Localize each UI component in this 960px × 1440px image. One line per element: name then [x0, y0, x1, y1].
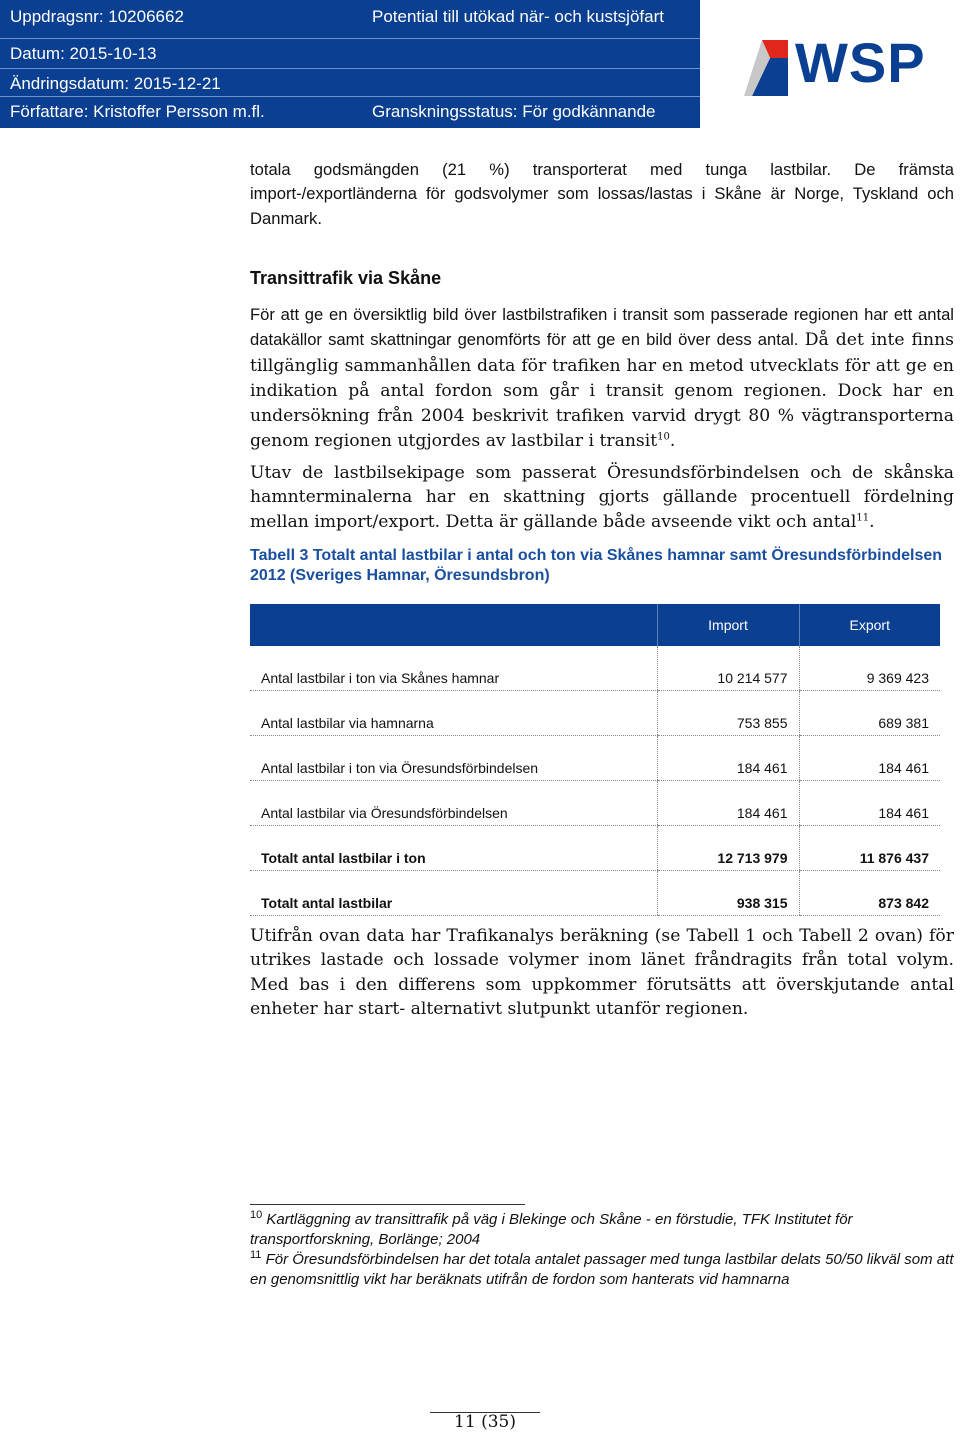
header-divider — [0, 96, 700, 97]
footnote-text: För Öresundsförbindelsen har det totala antalet passager med tunga lastbilar delats 50/50 likväl som att en genomsnittlig vikt har beräknats utifrån de fordon som hanterats vid hamnarna — [250, 1251, 954, 1288]
footnote-text: Kartläggning av transittrafik på väg i Blekinge och Skåne - en förstudie, TFK Institutet för transportforskning, Borlänge; 2004 — [250, 1211, 853, 1248]
table-header-export: Export — [799, 604, 940, 646]
row-import: 938 315 — [657, 871, 799, 916]
truck-traffic-table — [250, 604, 940, 916]
transit-paragraph: För att ge en översiktlig bild över lastbilstrafiken i transit som passerade regionen har ett antal datakällor samt skattningar genomförts för att ge en bild över dess antal. Då det inte finns tillgänglig sammanhållen data för trafiken har en metod utvecklats för att ge en indikation på antal fordon som går i transit genom regionen. Dock har en undersökning från 2004 beskrivit trafiken varvid drygt 80 % vägtransporterna genom regionen utgjordes av lastbilar i transit$^{10}$. — [250, 305, 954, 452]
row-import: 10 214 577 — [657, 646, 799, 691]
footnote-number: 10 — [250, 1209, 263, 1221]
table-row — [250, 781, 940, 826]
row-export: 873 842 — [799, 871, 940, 916]
row-export: 689 381 — [799, 691, 940, 736]
row-label: Antal lastbilar i ton via Skånes hamnar — [250, 646, 657, 691]
conclusion-paragraph: Utifrån ovan data har Trafikanalys beräkning (se Tabell 1 och Tabell 2 ovan) för utrikes lastade och lossade volymer inom länet fråndragits från total volym. Med bas i den differens som uppkommer förutsätts att överskjutande antal enheter har start- alternativt slutpunkt utanför regionen. — [250, 926, 954, 1019]
row-import: 184 461 — [657, 781, 799, 826]
transit-paragraph-serif: Då det inte finns tillgänglig sammanhållen data för trafiken har en metod utvecklats för att ge en indikation på antal fordon som går i transit genom regionen. Dock har en undersökning från 2004 beskrivit trafiken varvid drygt 80 % vägtransporterna genom regionen utgjordes av lastbilar i transit — [250, 330, 954, 452]
header-uppdragsnr: Uppdragsnr: 10206662 — [10, 7, 184, 26]
row-label: Antal lastbilar i ton via Öresundsförbindelsen — [250, 736, 657, 781]
footnote-number: 11 — [250, 1249, 262, 1261]
header-datum: Datum: 2015-10-13 — [10, 44, 157, 63]
row-export: 184 461 — [799, 781, 940, 826]
table-row-total — [250, 871, 940, 916]
footnote-10 — [250, 1210, 954, 1250]
header-granskningsstatus: Granskningsstatus: För godkännande — [372, 102, 656, 121]
table-row-total — [250, 826, 940, 871]
footnote-ref-10[interactable]: 10 — [657, 431, 670, 443]
row-export: 184 461 — [799, 736, 940, 781]
wsp-logo-text: WSP — [795, 31, 926, 94]
section-heading: Transittrafik via Skåne — [250, 268, 442, 288]
row-import: 753 855 — [657, 691, 799, 736]
table-caption: Tabell 3 Totalt antal lastbilar i antal och ton via Skånes hamnar samt Öresundsförbindelsen 2012 (Sveriges Hamnar, Öresundsbron) — [250, 547, 943, 584]
table-header-row — [250, 604, 940, 646]
distribution-paragraph: Utav de lastbilsekipage som passerat Öresundsförbindelsen och de skånska hamnterminalerna har en skattning gjorts gällande procentuell fördelning mellan import/export. Detta är gällande både avseende vikt och antal$^{11}$. — [250, 463, 954, 532]
row-label: Totalt antal lastbilar i ton — [250, 826, 657, 871]
wsp-logo — [700, 0, 960, 128]
row-export: 11 876 437 — [799, 826, 940, 871]
row-label: Antal lastbilar via hamnarna — [250, 691, 657, 736]
table-row — [250, 691, 940, 736]
header-forfattare: Författare: Kristoffer Persson m.fl. — [10, 102, 265, 121]
row-label: Totalt antal lastbilar — [250, 871, 657, 916]
document-header — [0, 0, 960, 128]
row-import: 184 461 — [657, 736, 799, 781]
header-divider — [0, 38, 700, 39]
table-header-import: Import — [657, 604, 799, 646]
row-label: Antal lastbilar via Öresundsförbindelsen — [250, 781, 657, 826]
footnote-ref-11[interactable]: 11 — [856, 511, 870, 523]
row-export: 9 369 423 — [799, 646, 940, 691]
table-header-label — [250, 604, 657, 646]
table-row — [250, 646, 940, 691]
header-project-title: Potential till utökad när- och kustsjöfart — [372, 7, 664, 26]
header-andringsdatum: Ändringsdatum: 2015-12-21 — [10, 74, 221, 93]
row-import: 12 713 979 — [657, 826, 799, 871]
footnote-separator — [250, 1204, 525, 1205]
page-number: 11 (35) — [454, 1412, 516, 1432]
table-row — [250, 736, 940, 781]
intro-paragraph: totala godsmängden (21 %) transporterat med tunga lastbilar. De främsta import-/exportländerna för godsvolymer som lossas/lastas i Skåne är Norge, Tyskland och Danmark. — [250, 160, 954, 228]
header-divider — [0, 68, 700, 69]
transit-paragraph-sans: För att ge en översiktlig bild över lastbilstrafiken i transit som passerade regionen har ett antal datakällor samt skattningar genomförts för att ge en bild över dess antal. — [250, 305, 954, 350]
footnote-11 — [250, 1250, 954, 1290]
